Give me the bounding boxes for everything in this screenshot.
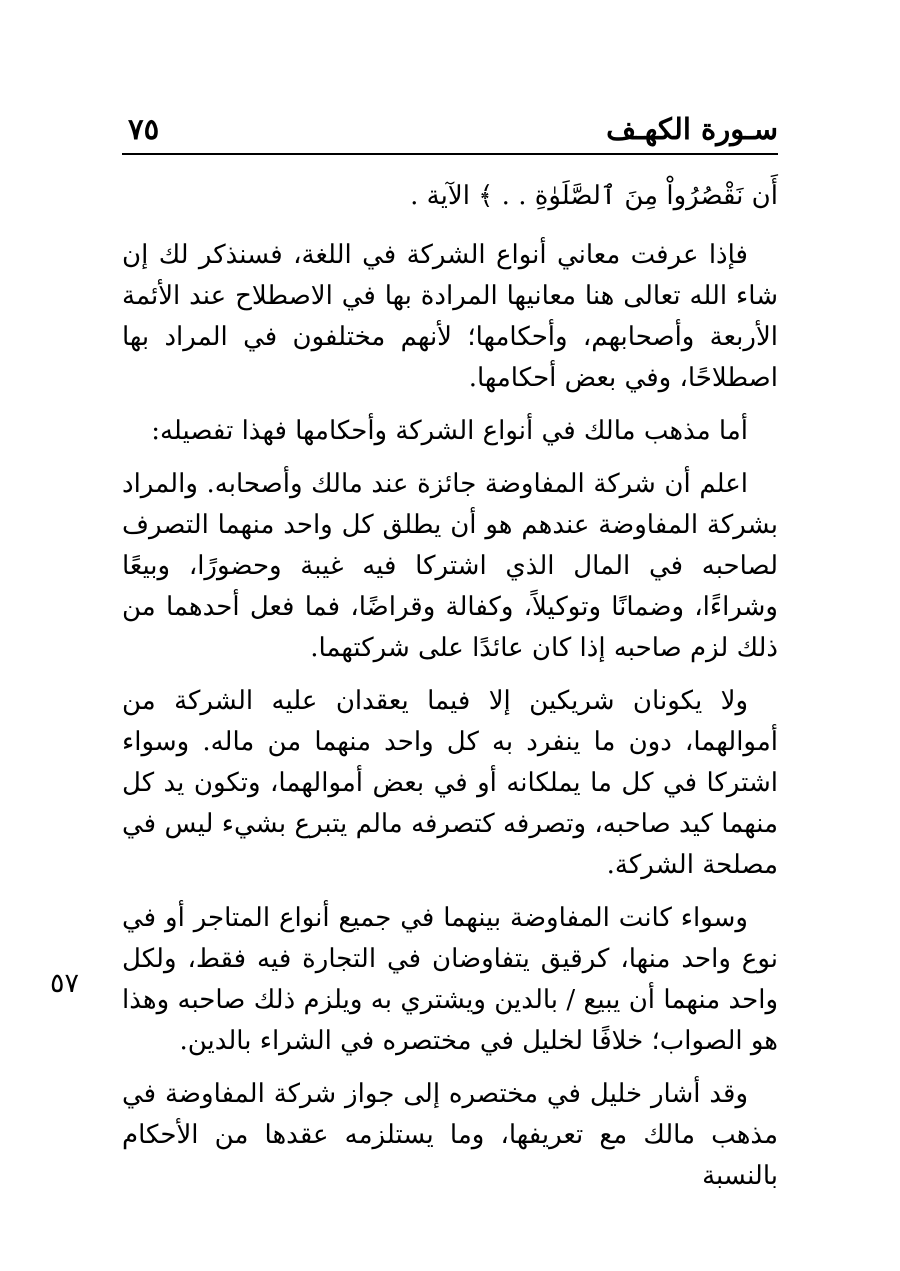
surah-title: سـورة الكهـف bbox=[606, 112, 778, 146]
paragraph: ولا يكونان شريكين إلا فيما يعقدان عليه الشركة من أموالهما، دون ما ينفرد به كل واحد منهما من ماله. وسواء اشتركا في كل ما يملكانه أو في بعض أموالهما، وتكون يد كل منهما كيد صاحبه، وتصرفه كتصرفه مالم يتبرع بشيء ليس في مصلحة الشركة. bbox=[122, 686, 778, 880]
margin-page-reference: ٥٧ bbox=[50, 968, 80, 999]
body-text bbox=[122, 176, 778, 1209]
paragraph: فإذا عرفت معاني أنواع الشركة في اللغة، فسنذكر لك إن شاء الله تعالى هنا معانيها المرادة بها في الاصطلاح عند الأئمة الأربعة وأصحابهم، وأحكامها؛ لأنهم مختلفون في المراد بها اصطلاحًا، وفي بعض أحكامها. bbox=[122, 240, 778, 393]
paragraph: أما مذهب مالك في أنواع الشركة وأحكامها فهذا تفصيله: bbox=[151, 416, 748, 446]
header-divider bbox=[122, 153, 778, 155]
paragraph: وقد أشار خليل في مختصره إلى جواز شركة المفاوضة في مذهب مالك مع تعريفها، وما يستلزمه عقدها من الأحكام بالنسبة bbox=[122, 1079, 778, 1191]
quran-verse-fragment: أَن نَقْصُرُواْ مِنَ ٱلصَّلَوٰةِ . . ﴾ الآية . bbox=[410, 181, 778, 211]
paragraph: وسواء كانت المفاوضة بينهما في جميع أنواع المتاجر أو في نوع واحد منها، كرقيق يتفاوضان في التجارة فيه فقط، ولكل واحد منهما أن يبيع / بالدين ويشتري به ويلزم ذلك صاحبه وهذا هو الصواب؛ خلافًا لخليل في مختصره في الشراء بالدين. bbox=[122, 903, 778, 1056]
paragraph: اعلم أن شركة المفاوضة جائزة عند مالك وأصحابه. والمراد بشركة المفاوضة عندهم هو أن يطلق كل واحد منهما التصرف لصاحبه في المال الذي اشتركا فيه غيبة وحضورًا، وبيعًا وشراءًا، وضمانًا وتوكيلاً، وكفالة وقراضًا، فما فعل أحدهما من ذلك لزم صاحبه إذا كان عائدًا على شركتهما. bbox=[122, 469, 778, 663]
page-number: ٧٥ bbox=[128, 112, 160, 146]
running-header bbox=[122, 108, 778, 148]
